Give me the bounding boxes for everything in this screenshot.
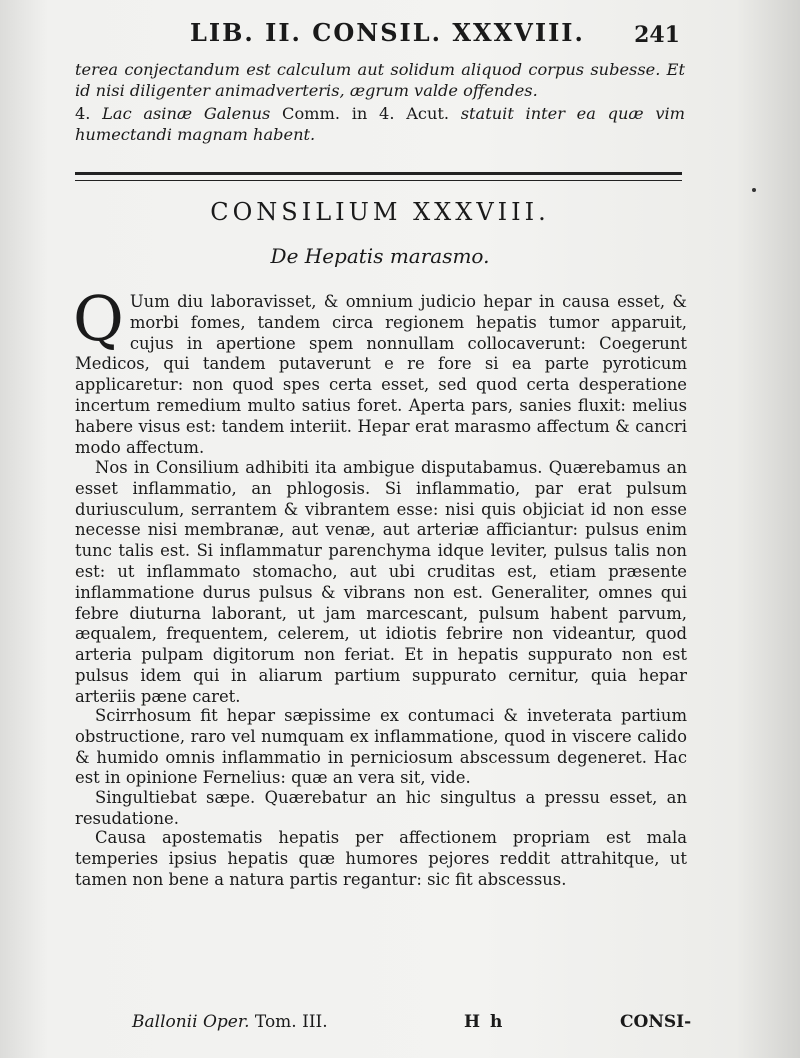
signature-mark: H h	[464, 1012, 505, 1032]
running-title: LIB. II. CONSIL. XXXVIII.	[190, 18, 585, 47]
page-number: 241	[634, 22, 680, 48]
paragraph-3: Scirrhosum fit hepar sæpissime ex contumaci & inveterata partium obstructione, raro vel numquam ex inflammatione, quod in viscere calido & humido omnis inflammatio in perniciosum abscessum degeneret. Hac est in opinione Fernelius: quæ an vera sit, vide.	[75, 706, 687, 788]
paragraph-4: Singultiebat sæpe. Quærebatur an hic singultus a pressu esset, an resudatione.	[75, 788, 687, 828]
paragraph-5: Causa apostematis hepatis per affectionem propriam est mala temperies ipsius hepatis quæ humores pejores reddit attrahitque, ut tamen non bene a natura partis regantur: sic fit abscessus.	[75, 828, 687, 889]
paper-speck	[752, 188, 756, 192]
footnote-italic-2: statuit inter ea quæ vim humectandi magnam habent.	[75, 104, 685, 144]
drop-cap: Q	[73, 282, 124, 355]
consilium-title: CONSILIUM XXXVIII.	[210, 198, 550, 226]
paragraph-2: Nos in Consilium adhibiti ita ambigue disputabamus. Quærebamus an esset inflammatio, an phlogosis. Si inflammatio, par erat pulsum duriusculum, serrantem & vibrantem esse: nisi quis objiciat id non esse necesse nisi membranæ, aut venæ, aut arteriæ afficiantur: pulsus enim tunc talis est. Si inflammatur parenchyma idque leviter, pulsus talis non est: ut inflammato stomacho, aut ubi cruditas est, etiam præsente inflammatione durus pulsus & vibrans non est. Generaliter, omnes qui febre diuturna laborant, ut jam marcescant, pulsum habent parvum, æqualem, frequentem, celerem, ut idiotis febrire non videantur, quod arteria pulpam digitorum non feriat. Et in hepatis suppurato non est pulsus idem qui in aliarum partium suppurato cernitur, quia hepar arteriis pæne caret.	[75, 458, 687, 706]
catchword: CONSI-	[620, 1012, 692, 1032]
consilium-subtitle: De Hepatis marasmo.	[270, 244, 490, 268]
footnote-plain: Comm. in 4. Acut.	[270, 104, 461, 123]
paragraph-1-text: Uum diu laboravisset, & omnium judicio hepar in causa esset, & morbi fomes, tandem circa regionem hepatis tumor apparuit, cujus in apertione spem nonnullam collocaverunt: Coegerunt Medicos, qui tandem putaverunt e re fore si ea parte pyroticum applicaretur: non quod spes certa esset, sed quod certa desperatione incertum remedium multo satius foret. Aperta pars, sanies fluxit: melius habere visus est: tandem interiit. Hepar erat marasmo affectum & cancri modo affectum.	[75, 292, 687, 457]
running-header	[190, 18, 680, 52]
continued-text: terea conjectandum est calculum aut solidum aliquod corpus subesse. Et id nisi diligenter animadverteris, ægrum valde offendes.	[75, 60, 685, 100]
footer-author: Ballonii Oper.	[132, 1012, 250, 1032]
section-divider	[75, 172, 682, 181]
footnote-italic-1: Lac asinæ Galenus	[102, 104, 271, 123]
footnote-4	[75, 104, 685, 145]
paragraph-1	[73, 282, 687, 458]
footer-imprint	[132, 1012, 328, 1032]
footnote-number: 4.	[75, 104, 91, 123]
footer-tome: Tom. III.	[249, 1012, 328, 1032]
